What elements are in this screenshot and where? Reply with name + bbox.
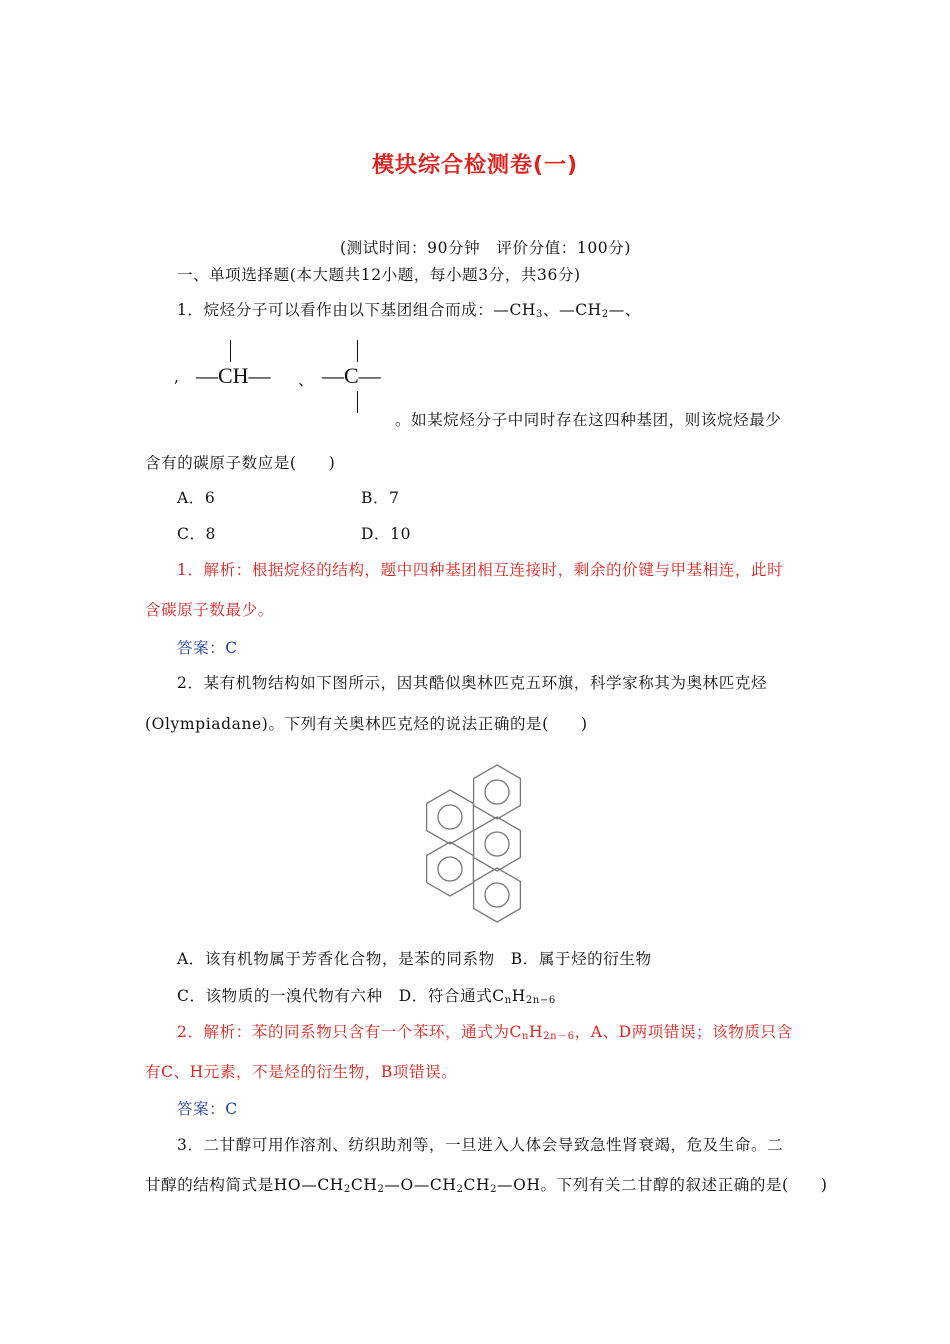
- q2-stem-line2: (Olympiadane)。下列有关奥林匹克烃的说法正确的是( ): [145, 715, 588, 733]
- hexagon-ring-bottom: [474, 868, 521, 922]
- hexagon-ring-left-upper: [427, 790, 474, 844]
- q1-analysis-line2: 含碳原子数最少。: [145, 601, 274, 619]
- hexagon-ring-middle: [474, 817, 521, 871]
- page-title: 模块综合检测卷(一): [371, 153, 579, 178]
- q1-option-c: C．8: [177, 525, 217, 543]
- hexagon-ring-left-lower: [427, 842, 474, 896]
- group-c: —C—: [322, 363, 381, 388]
- test-info: (测试时间：90分钟 评价分值：100分): [340, 239, 632, 257]
- q1-comma: ,: [174, 368, 180, 386]
- q1-option-a: A．6: [177, 489, 216, 507]
- group-ch: —CH—: [196, 363, 271, 388]
- q3-stem-line1: 3．二甘醇可用作溶剂、纺织助剂等，一旦进入人体会导致急性肾衰竭，危及生命。二: [177, 1136, 784, 1154]
- q1-analysis-line1: 1．解析：根据烷烃的结构，题中四种基团相互连接时，剩余的价键与甲基相连，此时: [177, 561, 784, 579]
- q2-options-cd: C．该物质的一溴代物有六种 D．符合通式$C_nH_{2n-6}$: [177, 987, 556, 1006]
- q1-stem-line3: 含有的碳原子数应是( ): [145, 454, 336, 472]
- hexagon-ring-top: [474, 765, 521, 819]
- q2-options-ab: A．该有机物属于芳香化合物，是苯的同系物 B．属于烃的衍生物: [177, 950, 652, 968]
- group-ch-bond-up: [230, 340, 231, 362]
- q1-option-d: D．10: [361, 525, 412, 543]
- q2-answer: 答案：C: [177, 1100, 238, 1118]
- q2-analysis-line1: 2．解析：苯的同系物只含有一个苯环，通式为$C_nH_{2n-6}$，A、D两项错误；该物质只含: [177, 1023, 793, 1042]
- q2-analysis-line2: 有C、H元素，不是烃的衍生物，B项错误。: [145, 1063, 458, 1081]
- q1-stem-line2: 。如某烷烃分子中同时存在这四种基团，则该烷烃最少: [395, 411, 782, 429]
- group-c-bond-down: [357, 391, 358, 413]
- q1-answer: 答案：C: [177, 639, 238, 657]
- q2-stem-line1: 2．某有机物结构如下图所示，因其酷似奥林匹克五环旗，科学家称其为奥林匹克烃: [177, 674, 768, 692]
- q1-stem-line1: 1．烷烃分子可以看作由以下基团组合而成：$—CH_3$、$—CH_2—$、: [177, 301, 641, 320]
- q1-option-b: B．7: [361, 489, 400, 507]
- group-separator: 、: [298, 371, 315, 389]
- olympiadane-structure-figure: [412, 760, 538, 925]
- section-heading: 一、单项选择题(本大题共12小题，每小题3分，共36分): [177, 266, 581, 284]
- q3-stem-line2: 甘醇的结构简式是$HO—CH_2CH_2—O—CH_2CH_2—OH$。下列有关二甘醇的叙述正确的是( ): [145, 1176, 828, 1195]
- group-c-bond-up: [357, 340, 358, 362]
